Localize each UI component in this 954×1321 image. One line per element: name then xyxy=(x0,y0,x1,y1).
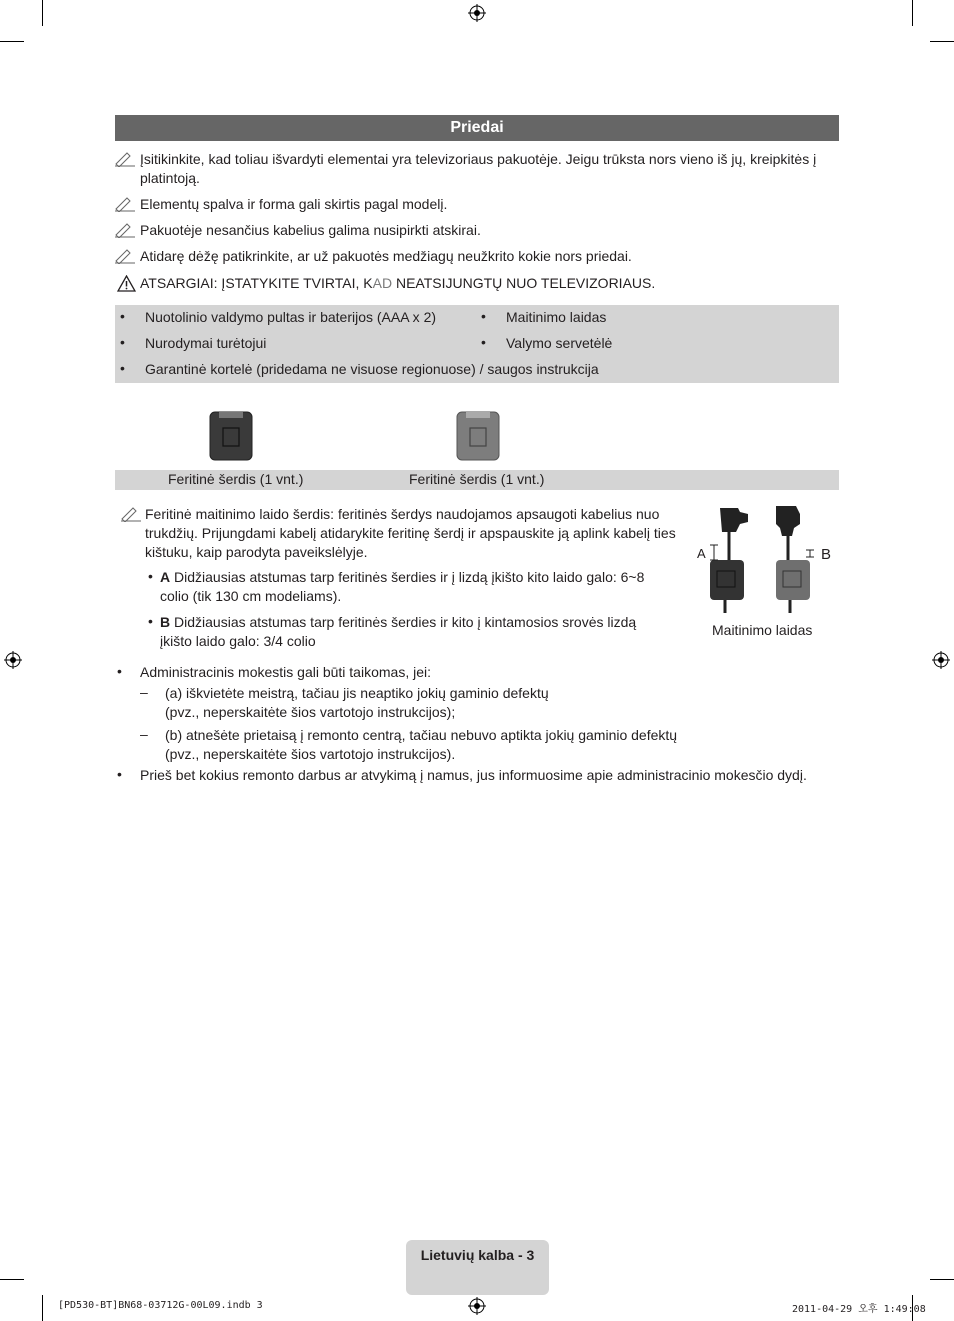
bullet-dot: • xyxy=(120,308,125,324)
admin-intro: Administracinis mokestis gali būti taikomas, jei: xyxy=(140,664,431,680)
registration-mark-icon xyxy=(4,651,22,669)
crop-mark xyxy=(912,0,913,26)
ferrite-item-a xyxy=(160,568,675,606)
caution-suffix: NEATSIJUNGTŲ NUO TELEVIZORIAUS. xyxy=(392,275,656,291)
crop-mark xyxy=(930,41,954,42)
crop-mark xyxy=(42,1295,43,1321)
bullet-dot: • xyxy=(481,334,486,350)
bullet-dot: • xyxy=(120,360,125,376)
ferrite-caption: Feritinė šerdis (1 vnt.) xyxy=(409,471,545,487)
figure-caption: Maitinimo laidas xyxy=(712,622,813,638)
ferrite-item-b-text: Didžiausias atstumas tarp feritinės šerdies ir kito į kintamosios srovės lizdą įkišto laido galo: 3/4 colio xyxy=(160,614,637,649)
admin-last: Prieš bet kokius remonto darbus ar atvykimą į namus, jus informuosime apie administracinio mokesčio dydį. xyxy=(140,767,807,783)
ferrite-note-text: Feritinė maitinimo laido šerdis: feritinės šerdys naudojamos apsaugoti kabelius nuo trukdžių. Prijungdami kabelį atidarykite feritinę šerdį ir apspauskite ją aplink kabelį ties kištuku, kaip parodyta paveikslėlyje. xyxy=(145,506,676,560)
bullet-dot: • xyxy=(117,766,122,782)
crop-mark xyxy=(42,0,43,26)
crop-mark xyxy=(930,1279,954,1280)
crop-mark xyxy=(0,41,24,42)
ferrite-core-dark-image xyxy=(209,411,253,461)
ferrite-item-a-label: A xyxy=(160,569,171,585)
caution-prefix: ATSARGIAI: ĮSTATYKITE TVIRTAI, K xyxy=(140,275,373,291)
note-text: Elementų spalva ir forma gali skirtis pagal modelį. xyxy=(140,196,448,212)
bullet-dot: • xyxy=(148,613,153,629)
figure-label-a: A xyxy=(697,546,706,561)
page-number-label: Lietuvių kalba - 3 xyxy=(420,1247,535,1263)
accessory-item: Maitinimo laidas xyxy=(506,309,607,325)
ferrite-caption: Feritinė šerdis (1 vnt.) xyxy=(168,471,304,487)
warning-triangle-icon xyxy=(117,275,136,292)
admin-item-a: (a) iškvietėte meistrą, tačiau jis neaptiko jokių gaminio defektų xyxy=(165,685,549,701)
note-pencil-icon xyxy=(121,506,141,522)
accessory-item: Garantinė kortelė (pridedama ne visuose regionuose) / saugos instrukcija xyxy=(145,361,599,377)
admin-item-a-cont: (pvz., neperskaitėte šios vartotojo instrukcijos); xyxy=(165,704,456,720)
file-info: [PD530-BT]BN68-03712G-00L09.indb 3 xyxy=(58,1300,263,1311)
ferrite-item-a-text: Didžiausias atstumas tarp feritinės šerdies ir į lizdą įkišto kito laido galo: 6~8 colio (tik 130 cm modeliams). xyxy=(160,569,645,604)
caution-highlight: AD xyxy=(372,275,393,291)
caution-text xyxy=(140,274,655,293)
dash-marker: – xyxy=(140,726,148,742)
bullet-dot: • xyxy=(481,308,486,324)
admin-item-b: (b) atnešėte prietaisą į remonto centrą, tačiau nebuvo aptikta jokių gaminio defektų xyxy=(165,727,678,743)
registration-mark-icon xyxy=(468,4,486,22)
note-pencil-icon xyxy=(115,248,135,264)
accessory-item: Nuotolinio valdymo pultas ir baterijos (AAA x 2) xyxy=(145,309,437,325)
bullet-dot: • xyxy=(148,568,153,584)
note-pencil-icon xyxy=(115,222,135,238)
ferrite-core-grey-image xyxy=(456,411,500,461)
note-text: Įsitikinkite, kad toliau išvardyti elementai yra televizoriaus pakuotėje. Jeigu trūksta nors vieno iš jų, kreipkitės į platintoją. xyxy=(140,151,817,186)
timestamp: 2011-04-29 오후 1:49:08 xyxy=(792,1304,926,1315)
bullet-dot: • xyxy=(117,663,122,679)
registration-mark-icon xyxy=(932,651,950,669)
crop-mark xyxy=(0,1279,24,1280)
ferrite-item-b xyxy=(160,613,665,651)
accessory-item: Nurodymai turėtojui xyxy=(145,335,267,351)
admin-item-b-cont: (pvz., neperskaitėte šios vartotojo instrukcijos). xyxy=(165,746,456,762)
note-pencil-icon xyxy=(115,196,135,212)
registration-mark-icon xyxy=(468,1297,486,1315)
note-text: Atidarę dėžę patikrinkite, ar už pakuotės medžiagų neužkrito kokie nors priedai. xyxy=(140,248,632,264)
dash-marker: – xyxy=(140,684,148,700)
bullet-dot: • xyxy=(120,334,125,350)
ferrite-item-b-label: B xyxy=(160,614,171,630)
note-pencil-icon xyxy=(115,151,135,167)
figure-label-b: B xyxy=(821,546,832,563)
section-title: Priedai xyxy=(115,115,839,141)
power-cord-figure xyxy=(700,500,840,615)
note-text: Pakuotėje nesančius kabelius galima nusipirkti atskirai. xyxy=(140,222,481,238)
accessory-item: Valymo servetėlė xyxy=(506,335,613,351)
